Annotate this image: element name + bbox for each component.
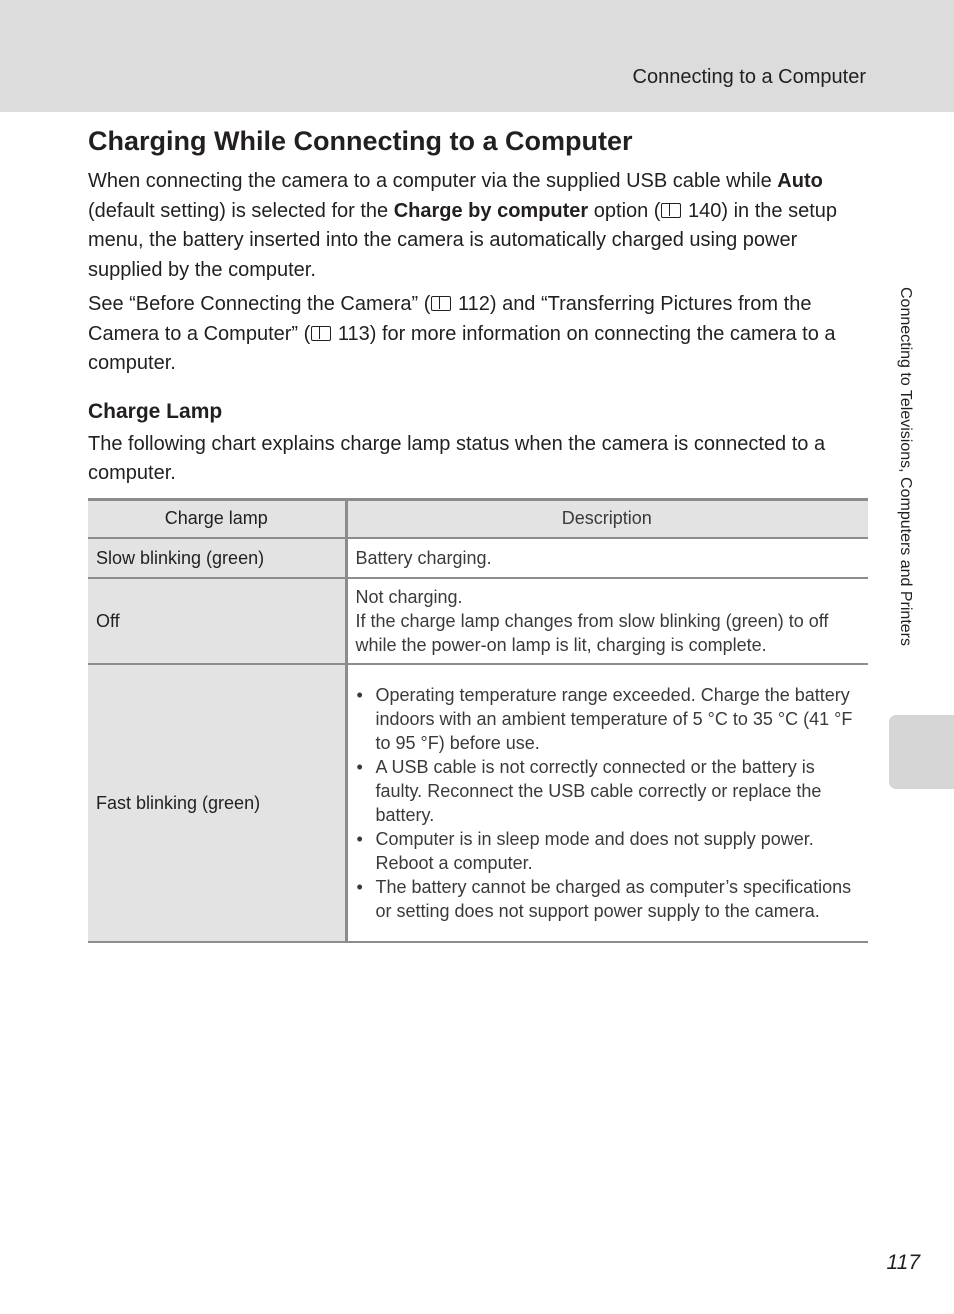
page-title: Charging While Connecting to a Computer: [88, 126, 633, 156]
see-also-paragraph: [88, 290, 868, 379]
header-band: [0, 0, 954, 112]
description-cell: [346, 578, 868, 664]
list-item: • Computer is in sleep mode and does not supply power. Reboot a computer.: [356, 827, 859, 875]
book-reference-icon: [661, 203, 681, 218]
description-line: If the charge lamp changes from slow blinking (green) to off while the power-on lamp is lit, charging is complete.: [355, 610, 829, 655]
text: See “Before Connecting the Camera” (: [88, 293, 431, 315]
bullet-list: [356, 683, 859, 923]
list-item: • Operating temperature range exceeded. Charge the battery indoors with an ambient temperature of 5 °C to 35 °C (41 °F to 95 °F) before use.: [356, 683, 859, 755]
description-cell: [346, 664, 868, 942]
text: 112) and “Transferring Pictures from the Camera to a Computer” (: [88, 293, 812, 345]
lamp-state: Off: [96, 610, 120, 631]
table-row: [88, 578, 868, 664]
charge-lamp-table: [88, 498, 868, 943]
text: 113) for more information on connecting the camera to a computer.: [88, 322, 836, 374]
lamp-cell: [88, 538, 346, 578]
table-header-row: [88, 500, 868, 538]
book-reference-icon: [431, 296, 451, 311]
text: (default setting) is selected for the: [88, 199, 394, 222]
intro-paragraph: [88, 167, 868, 285]
text: 140) in the setup menu, the battery inserted into the camera is automatically charged using power supplied by the computer.: [88, 199, 838, 281]
lamp-cell: [88, 578, 346, 664]
side-tab-label: Connecting to Televisions, Computers and Printers: [897, 287, 914, 646]
header-description: Description: [346, 500, 868, 538]
lamp-state: Fast blinking (green): [96, 792, 261, 813]
description-cell: Battery charging.: [346, 538, 868, 578]
text: When connecting the camera to a computer via the supplied USB cable while: [88, 170, 778, 192]
list-item: • A USB cable is not correctly connected or the battery is faulty. Reconnect the USB cable correctly or replace the battery.: [356, 755, 859, 827]
text: option (: [588, 199, 661, 222]
chart-intro: The following chart explains charge lamp status when the camera is connected to a computer.: [88, 432, 826, 484]
header-charge-lamp: Charge lamp: [88, 500, 346, 538]
subsection-title: Charge Lamp: [88, 399, 223, 423]
page-number: 117: [886, 1251, 920, 1274]
description-line: Not charging.: [355, 586, 463, 607]
lamp-cell: [88, 664, 346, 942]
setting-auto: Auto: [777, 170, 823, 192]
lamp-state: Slow blinking (green): [96, 547, 265, 568]
table-row: [88, 538, 868, 578]
running-head: Connecting to a Computer: [632, 66, 866, 88]
main-content: [88, 124, 868, 494]
book-reference-icon: [311, 326, 331, 341]
list-item: • The battery cannot be charged as computer’s specifications or setting does not support power supply to the camera.: [356, 875, 859, 923]
table-row: [88, 664, 868, 942]
side-tab: [889, 715, 954, 789]
option-charge-by-computer: Charge by computer: [393, 199, 589, 222]
